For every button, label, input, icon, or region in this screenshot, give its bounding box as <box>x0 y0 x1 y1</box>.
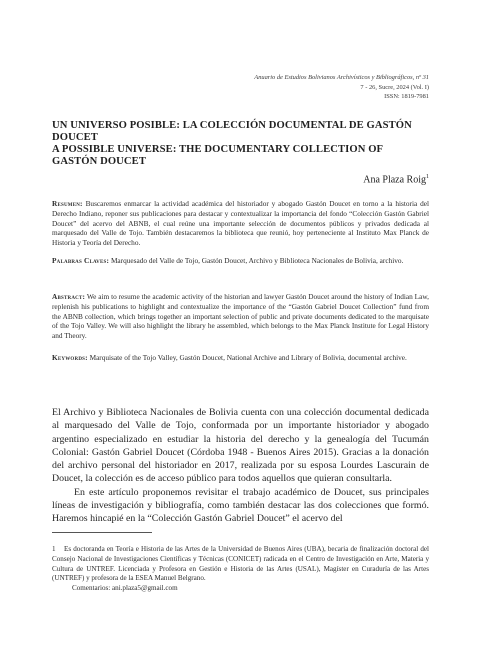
body-paragraph-1: El Archivo y Biblioteca Nacionales de Bolivia cuenta con una colección documental dedicada al marquesado del Valle de Tojo, conformada por un importante historiador y abogado argentino especializado en estudiar la historia del derecho y la genealogía del Tucumán Colonial: Gastón Gabriel Doucet (Córdoba 1948 - Buenos Aires 2015). Gracias a la donación del archivo personal del historiador en 2017, realizada por su esposa Lourdes Lascurain de Doucet, la colección es de acceso público para todos aquellos que quieran consultarla. <box>52 407 429 485</box>
palabras-claves-text: Marquesado del Valle de Tojo, Gastón Doucet, Archivo y Biblioteca Nacionales de Bolivia, archivo. <box>110 256 404 265</box>
resumen-label: Resumen: <box>52 199 83 208</box>
abstract-block <box>52 292 429 341</box>
keywords-text: Marquisate of the Tojo Valley, Gastón Doucet, National Archive and Library of Bolivia, documental archive. <box>89 353 407 362</box>
title-english-line-1: A POSSIBLE UNIVERSE: THE DOCUMENTARY COLLECTION OF <box>52 144 384 155</box>
journal-name: Anuario de Estudios Bolivianos Archivísticos y Bibliográficos, nº 31 <box>254 74 429 81</box>
article-title <box>52 120 432 168</box>
resumen-block <box>52 199 429 248</box>
footnote-contact: Comentarios: ani.plaza5@gmail.com <box>72 584 178 593</box>
author-byline <box>363 174 429 185</box>
title-spanish-line-2: DOUCET <box>52 132 98 143</box>
title-english-line-2: GASTÓN DOUCET <box>52 156 147 167</box>
palabras-claves-label: Palabras Claves: <box>52 256 110 265</box>
author-name: Ana Plaza Roig <box>363 174 426 186</box>
palabras-claves-block <box>52 256 429 266</box>
keywords-block <box>52 353 429 363</box>
issn: ISSN: 1819-7981 <box>384 93 429 101</box>
body-paragraph-2: En este artículo proponemos revisitar el trabajo académico de Doucet, sus principales líneas de investigación y bibliografía, como también destacar las dos colecciones que formó. Haremos hincapié en la “Colección Gastón Gabriel Doucet” el acervo del <box>52 486 429 525</box>
title-spanish-line-1: UN UNIVERSO POSIBLE: LA COLECCIÓN DOCUMENTAL DE GASTÓN <box>52 120 412 131</box>
keywords-label: Keywords: <box>52 353 88 362</box>
article-body <box>52 406 429 526</box>
footnote-separator <box>52 532 152 533</box>
abstract-label: Abstract: <box>52 292 86 301</box>
page-range: 7 - 26, Sucre, 2024 (Vol. I) <box>360 83 429 91</box>
footnote-number: 1 <box>52 545 56 553</box>
footnote-text: Es doctoranda en Teoría e Historia de las Artes de la Universidad de Buenos Aires (UBA), becaria de finalización doctoral del Consejo Nacional de Investigaciones Científicas y Técnicas (CONICET) radicada en el Centro de Investigación en Arte, Materia y Cultura de UNTREF. Licenciada y Profesora en Gestión e Historia de las Artes (USAL), Magíster en Curaduría de las Artes (UNTREF) y profesora de la ESEA Manuel Belgrano. <box>52 545 429 583</box>
author-footnote-mark: 1 <box>426 174 429 180</box>
abstract-text: We aim to resume the academic activity of the historian and lawyer Gastón Doucet around the history of Indian Law, replenish his publications to highlight and contextualize the importance of the “Gastón Gabriel Doucet Collection” fund from the ABNB collection, which brings together an important selection of public and private documents dedicated to the marquisate of the Tojo Valley. We will also highlight the library he assembled, which belongs to the Max Planck Institute for Legal History and Theory. <box>52 292 429 341</box>
resumen-text: Buscaremos enmarcar la actividad académica del historiador y abogado Gastón Doucet en torno a la historia del Derecho Indiano, reponer sus publicaciones para destacar y contextualizar la importancia del fondo “Colección Gastón Gabriel Doucet” del acervo del ABNB, el cual reúne una importante selección de documentos públicos y privados dedicada al marquesado del Valle de Tojo. También destacaremos la biblioteca que reunió, hoy perteneciente al Instituto Max Planck de Historia y Teoría del Derecho. <box>52 199 429 248</box>
running-header <box>254 73 429 102</box>
footnote <box>52 545 429 594</box>
